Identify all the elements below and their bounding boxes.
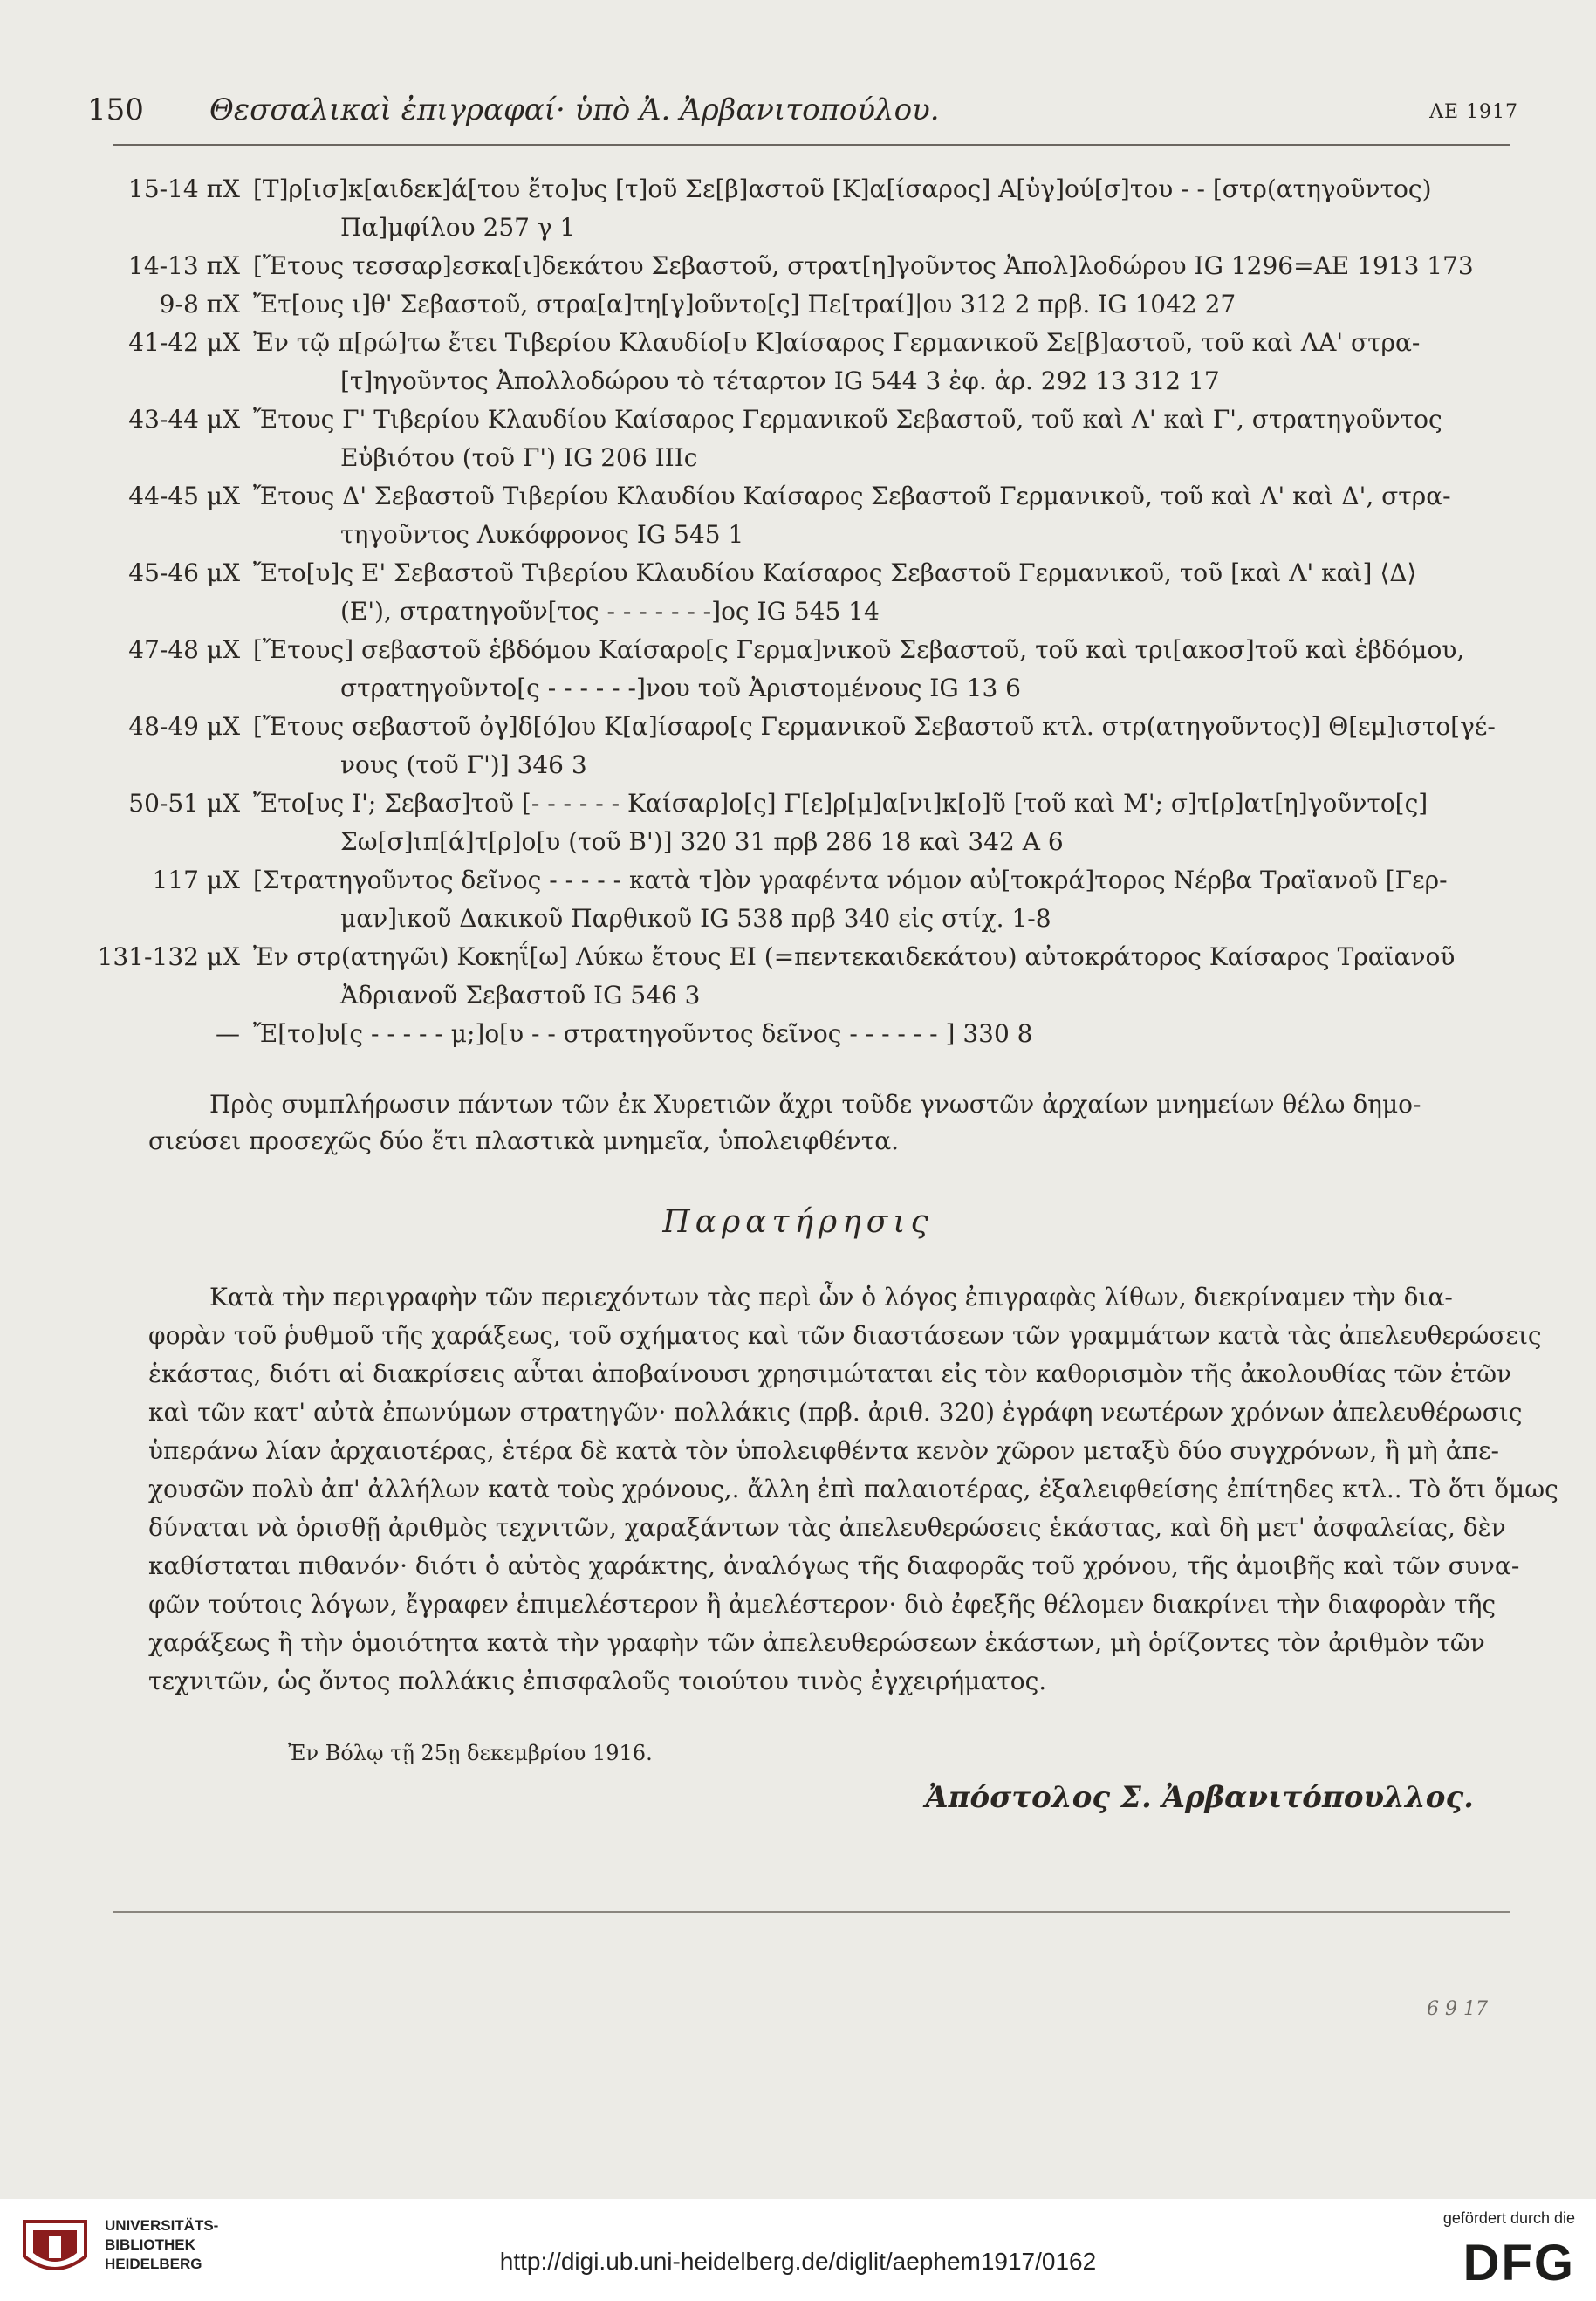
author-signature: Ἀπόστολος Σ. Ἀρβανιτόπουλλος. bbox=[925, 1780, 1474, 1815]
entry-text: Ἔτους Δ' Σεβαστοῦ Τιβερίου Κλαυδίου Καίσαρος Σεβαστοῦ Γερμανικοῦ, τοῦ καὶ Λ' καὶ Δ', στρα- bbox=[253, 482, 1451, 510]
entry-text: Ἔτους Γ' Τιβερίου Κλαυδίου Καίσαρος Γερμανικοῦ Σεβαστοῦ, τοῦ καὶ Λ' καὶ Γ', στρατηγοῦντος bbox=[253, 405, 1442, 434]
source-url-link[interactable]: http://digi.ub.uni-heidelberg.de/diglit/aephem1917/0162 bbox=[499, 2248, 1097, 2275]
entry-date: 9-8 πΧ bbox=[159, 290, 240, 318]
running-title: Θεσσαλικαὶ ἐπιγραφαί· ὑπὸ Ἀ. Ἀρβανιτοπούλου. bbox=[209, 92, 940, 127]
entry-text-continuation: (Ε'), στρατηγοῦν[τος - - - - - - -]ος IG 545 14 bbox=[340, 597, 880, 626]
digitization-footer bbox=[0, 2199, 1596, 2301]
entry-text-continuation: νους (τοῦ Γ')] 346 3 bbox=[340, 750, 587, 779]
paragraph-line: ἑκάστας, διότι αἱ διακρίσεις αὗται ἀποβαίνουσι χρησιμώταται εἰς τὸν καθορισμὸν τῆς ἀκολουθίας τῶν ἐτῶν bbox=[148, 1359, 1512, 1388]
institution-name: UNIVERSITÄTS- BIBLIOTHEK HEIDELBERG bbox=[105, 2217, 219, 2272]
paragraph-line: καὶ τῶν κατ' αὐτὰ ἐπωνύμων στρατηγῶν· πολλάκις (πρβ. ἀριθ. 320) ἐγράφη νεωτέρων χρόνων ἀπελευθέρωσις bbox=[148, 1398, 1523, 1427]
entry-text-continuation: [τ]ηγοῦντος Ἀπολλοδώρου τὸ τέταρτον IG 544 3 ἐφ. ἀρ. 292 13 312 17 bbox=[340, 366, 1220, 395]
entry-text: Ἔτο[υς Ι'; Σεβασ]τοῦ [- - - - - - Καίσαρ]ο[ς] Γ[ε]ρ[μ]α[νι]κ[ο]ῦ [τοῦ καὶ Μ'; σ]τ[ρ]ατ[η]γοῦντο[ς] bbox=[253, 789, 1428, 818]
entry-text-continuation: τηγοῦντος Λυκόφρονος IG 545 1 bbox=[340, 520, 744, 549]
entry-text: [Ἔτους τεσσαρ]εσκα[ι]δεκάτου Σεβαστοῦ, στρατ[η]γοῦντος Ἀπολ]λοδώρου IG 1296=ΑΕ 1913 173 bbox=[253, 251, 1474, 280]
entry-date: 14-13 πΧ bbox=[128, 251, 240, 280]
entry-text-continuation: Ἀδριανοῦ Σεβαστοῦ IG 546 3 bbox=[340, 981, 701, 1010]
sponsor-label: gefördert durch die bbox=[1442, 2209, 1575, 2227]
inscription-entry bbox=[87, 324, 1518, 401]
inscription-entry bbox=[87, 708, 1518, 784]
section-heading: Παρατήρησις bbox=[662, 1204, 934, 1240]
inscription-entry bbox=[87, 170, 1518, 247]
paragraph-line: χαράξεως ἢ τὴν ὁμοιότητα κατὰ τὴν γραφὴν τῶν ἀπελευθερώσεων ἑκάστων, μὴ ὁρίζοντες τὸν ἀριθμὸν τῶν bbox=[148, 1628, 1485, 1657]
inscription-entry bbox=[87, 285, 1518, 324]
page-number: 150 bbox=[87, 92, 144, 127]
inscription-entry bbox=[87, 554, 1518, 631]
inscription-entry bbox=[87, 938, 1518, 1015]
pencil-annotation: 6 9 17 bbox=[1427, 1998, 1488, 2020]
header-rule bbox=[113, 144, 1510, 146]
paragraph-line: ὑπεράνω λίαν ἀρχαιοτέρας, ἑτέρα δὲ κατὰ τὸν ὑπολειφθέντα κενὸν χῶρον μεταξὺ δύο συγχρόνων, ἢ μὴ ἀπε- bbox=[148, 1436, 1499, 1465]
entry-date: 45-46 μΧ bbox=[128, 558, 240, 587]
paragraph-line: τεχνιτῶν, ὡς ὄντος πολλάκις ἐπισφαλοῦς τοιούτου τινὸς ἐγχειρήματος. bbox=[148, 1667, 1047, 1695]
paragraph-line: Κατὰ τὴν περιγραφὴν τῶν περιεχόντων τὰς περὶ ὧν ὁ λόγος ἐπιγραφὰς λίθων, διεκρίναμεν τὴν δια- bbox=[209, 1283, 1453, 1311]
entry-text: [Ἔτους] σεβαστοῦ ἑβδόμου Καίσαρο[ς Γερμα]νικοῦ Σεβαστοῦ, τοῦ καὶ τρι[ακοσ]τοῦ καὶ ἑβδόμου, bbox=[253, 635, 1465, 664]
entry-text: Ἐν στρ(ατηγῶι) Κοκηΐ[ω] Λύκω ἔτους ΕΙ (=πεντεκαιδεκάτου) αὐτοκράτορος Καίσαρος Τραϊανοῦ bbox=[253, 942, 1456, 971]
dfg-logo: DFG bbox=[1462, 2235, 1575, 2291]
entry-text-continuation: Σω[σ]ιπ[ά]τ[ρ]ο[υ (τοῦ Β')] 320 31 πρβ 286 18 καὶ 342 Α 6 bbox=[340, 827, 1064, 856]
entry-text: Ἔτ[ους ι]θ' Σεβαστοῦ, στρα[α]τη[γ]οῦντο[ς] Πε[τραί]|ου 312 2 πρβ. IG 1042 27 bbox=[253, 290, 1236, 318]
entry-date: 50-51 μΧ bbox=[128, 789, 240, 818]
place-date-line: Ἐν Βόλῳ τῇ 25ῃ δεκεμβρίου 1916. bbox=[288, 1741, 653, 1765]
entry-text: [Τ]ρ[ισ]κ[αιδεκ]ά[του ἔτο]υς [τ]οῦ Σε[β]αστοῦ [Κ]α[ίσαρος] Α[ὑγ]ού[σ]του - - [στρ(ατηγοῦντος) bbox=[253, 175, 1432, 203]
paragraph-line: σιεύσει προσεχῶς δύο ἔτι πλαστικὰ μνημεῖα, ὑπολειφθέντα. bbox=[148, 1127, 900, 1155]
page-header bbox=[87, 87, 1518, 140]
inscription-entry bbox=[87, 1015, 1518, 1053]
inscription-date-list bbox=[87, 170, 1518, 1053]
entry-text-continuation: Πα]μφίλου 257 γ 1 bbox=[340, 213, 576, 242]
entry-text: [Στρατηγοῦντος δεῖνος - - - - - κατὰ τ]ὸν γραφέντα νόμον αὐ[τοκρά]τορος Νέρβα Τραϊανοῦ [Γερ- bbox=[253, 866, 1448, 894]
entry-text-continuation: στρατηγοῦντο[ς - - - - - -]νου τοῦ Ἀριστομένους IG 13 6 bbox=[340, 674, 1021, 702]
paragraph-line: δύναται νὰ ὁρισθῇ ἀριθμὸς τεχνιτῶν, χαραξάντων τὰς ἀπελευθερώσεις ἑκάστας, καὶ δὴ μετ' ἀσφαλείας, δὲν bbox=[148, 1513, 1506, 1542]
inscription-entry bbox=[87, 401, 1518, 477]
paragraph-line: χουσῶν πολὺ ἀπ' ἀλλήλων κατὰ τοὺς χρόνους,. ἄλλη ἐπὶ παλαιοτέρας, ἐξαλειφθείσης ἐπίτηδες κτλ.. Τὸ ὅτι ὅμως bbox=[148, 1475, 1558, 1503]
footer-rule bbox=[113, 1911, 1510, 1913]
inscription-entry bbox=[87, 631, 1518, 708]
entry-date: 47-48 μΧ bbox=[128, 635, 240, 664]
paragraph-line: Πρὸς συμπλήρωσιν πάντων τῶν ἐκ Χυρετιῶν ἄχρι τοῦδε γνωστῶν ἀρχαίων μνημείων θέλω δημο- bbox=[209, 1090, 1421, 1119]
entry-date: 48-49 μΧ bbox=[128, 712, 240, 741]
paragraph-line: φῶν τούτοις λόγων, ἔγραφεν ἐπιμελέστερον ἢ ἀμελέστερον· διὸ ἐφεξῆς θέλομεν διακρίνει τὴν διαφορὰν τῆς bbox=[148, 1590, 1497, 1619]
completion-paragraph bbox=[148, 1086, 1492, 1160]
entry-text: Ἐν τῷ π[ρώ]τω ἔτει Τιβερίου Κλαυδίο[υ Κ]αίσαρος Γερμανικοῦ Σε[β]αστοῦ, τοῦ καὶ ΛΑ' στρα- bbox=[253, 328, 1421, 357]
inscription-entry bbox=[87, 477, 1518, 554]
entry-date: — bbox=[216, 1019, 240, 1048]
entry-text: Ἔ[το]υ[ς - - - - - μ;]ο[υ - - στρατηγοῦντος δεῖνος - - - - - - ] 330 8 bbox=[253, 1019, 1033, 1048]
entry-date: 15-14 πΧ bbox=[128, 175, 240, 203]
entry-date: 43-44 μΧ bbox=[128, 405, 240, 434]
entry-text-continuation: Εὐβιότου (τοῦ Γ') IG 206 IIIc bbox=[340, 443, 698, 472]
entry-date: 131-132 μΧ bbox=[97, 942, 240, 971]
entry-text-continuation: μαν]ικοῦ Δακικοῦ Παρθικοῦ IG 538 πρβ 340 εἰς στίχ. 1-8 bbox=[340, 904, 1051, 933]
remarks-paragraph bbox=[148, 1278, 1558, 1701]
journal-reference: ΑΕ 1917 bbox=[1429, 101, 1518, 123]
inscription-entry bbox=[87, 247, 1518, 285]
entry-date: 41-42 μΧ bbox=[128, 328, 240, 357]
inscription-entry bbox=[87, 784, 1518, 861]
entry-text: [Ἔτους σεβαστοῦ ὀγ]δ[ό]ου Κ[α]ίσαρο[ς Γερμανικοῦ Σεβαστοῦ κτλ. στρ(ατηγοῦντος)] Θ[εμ]ιστο[γέ- bbox=[253, 712, 1496, 741]
entry-date: 44-45 μΧ bbox=[128, 482, 240, 510]
entry-text: Ἔτο[υ]ς Ε' Σεβαστοῦ Τιβερίου Κλαυδίου Καίσαρος Σεβαστοῦ Γερμανικοῦ, τοῦ [καὶ Λ' καὶ] ⟨Δ⟩ bbox=[253, 558, 1417, 587]
paragraph-line: φορὰν τοῦ ῥυθμοῦ τῆς χαράξεως, τοῦ σχήματος καὶ τῶν διαστάσεων τῶν γραμμάτων κατὰ τὰς ἀπελευθερώσεις bbox=[148, 1321, 1542, 1350]
paragraph-line: καθίσταται πιθανόν· διότι ὁ αὐτὸς χαράκτης, ἀναλόγως τῆς διαφορᾶς τοῦ χρόνου, τῆς ἀμοιβῆς καὶ τῶν συνα- bbox=[148, 1551, 1520, 1580]
inscription-entry bbox=[87, 861, 1518, 938]
entry-date: 117 μΧ bbox=[152, 866, 240, 894]
